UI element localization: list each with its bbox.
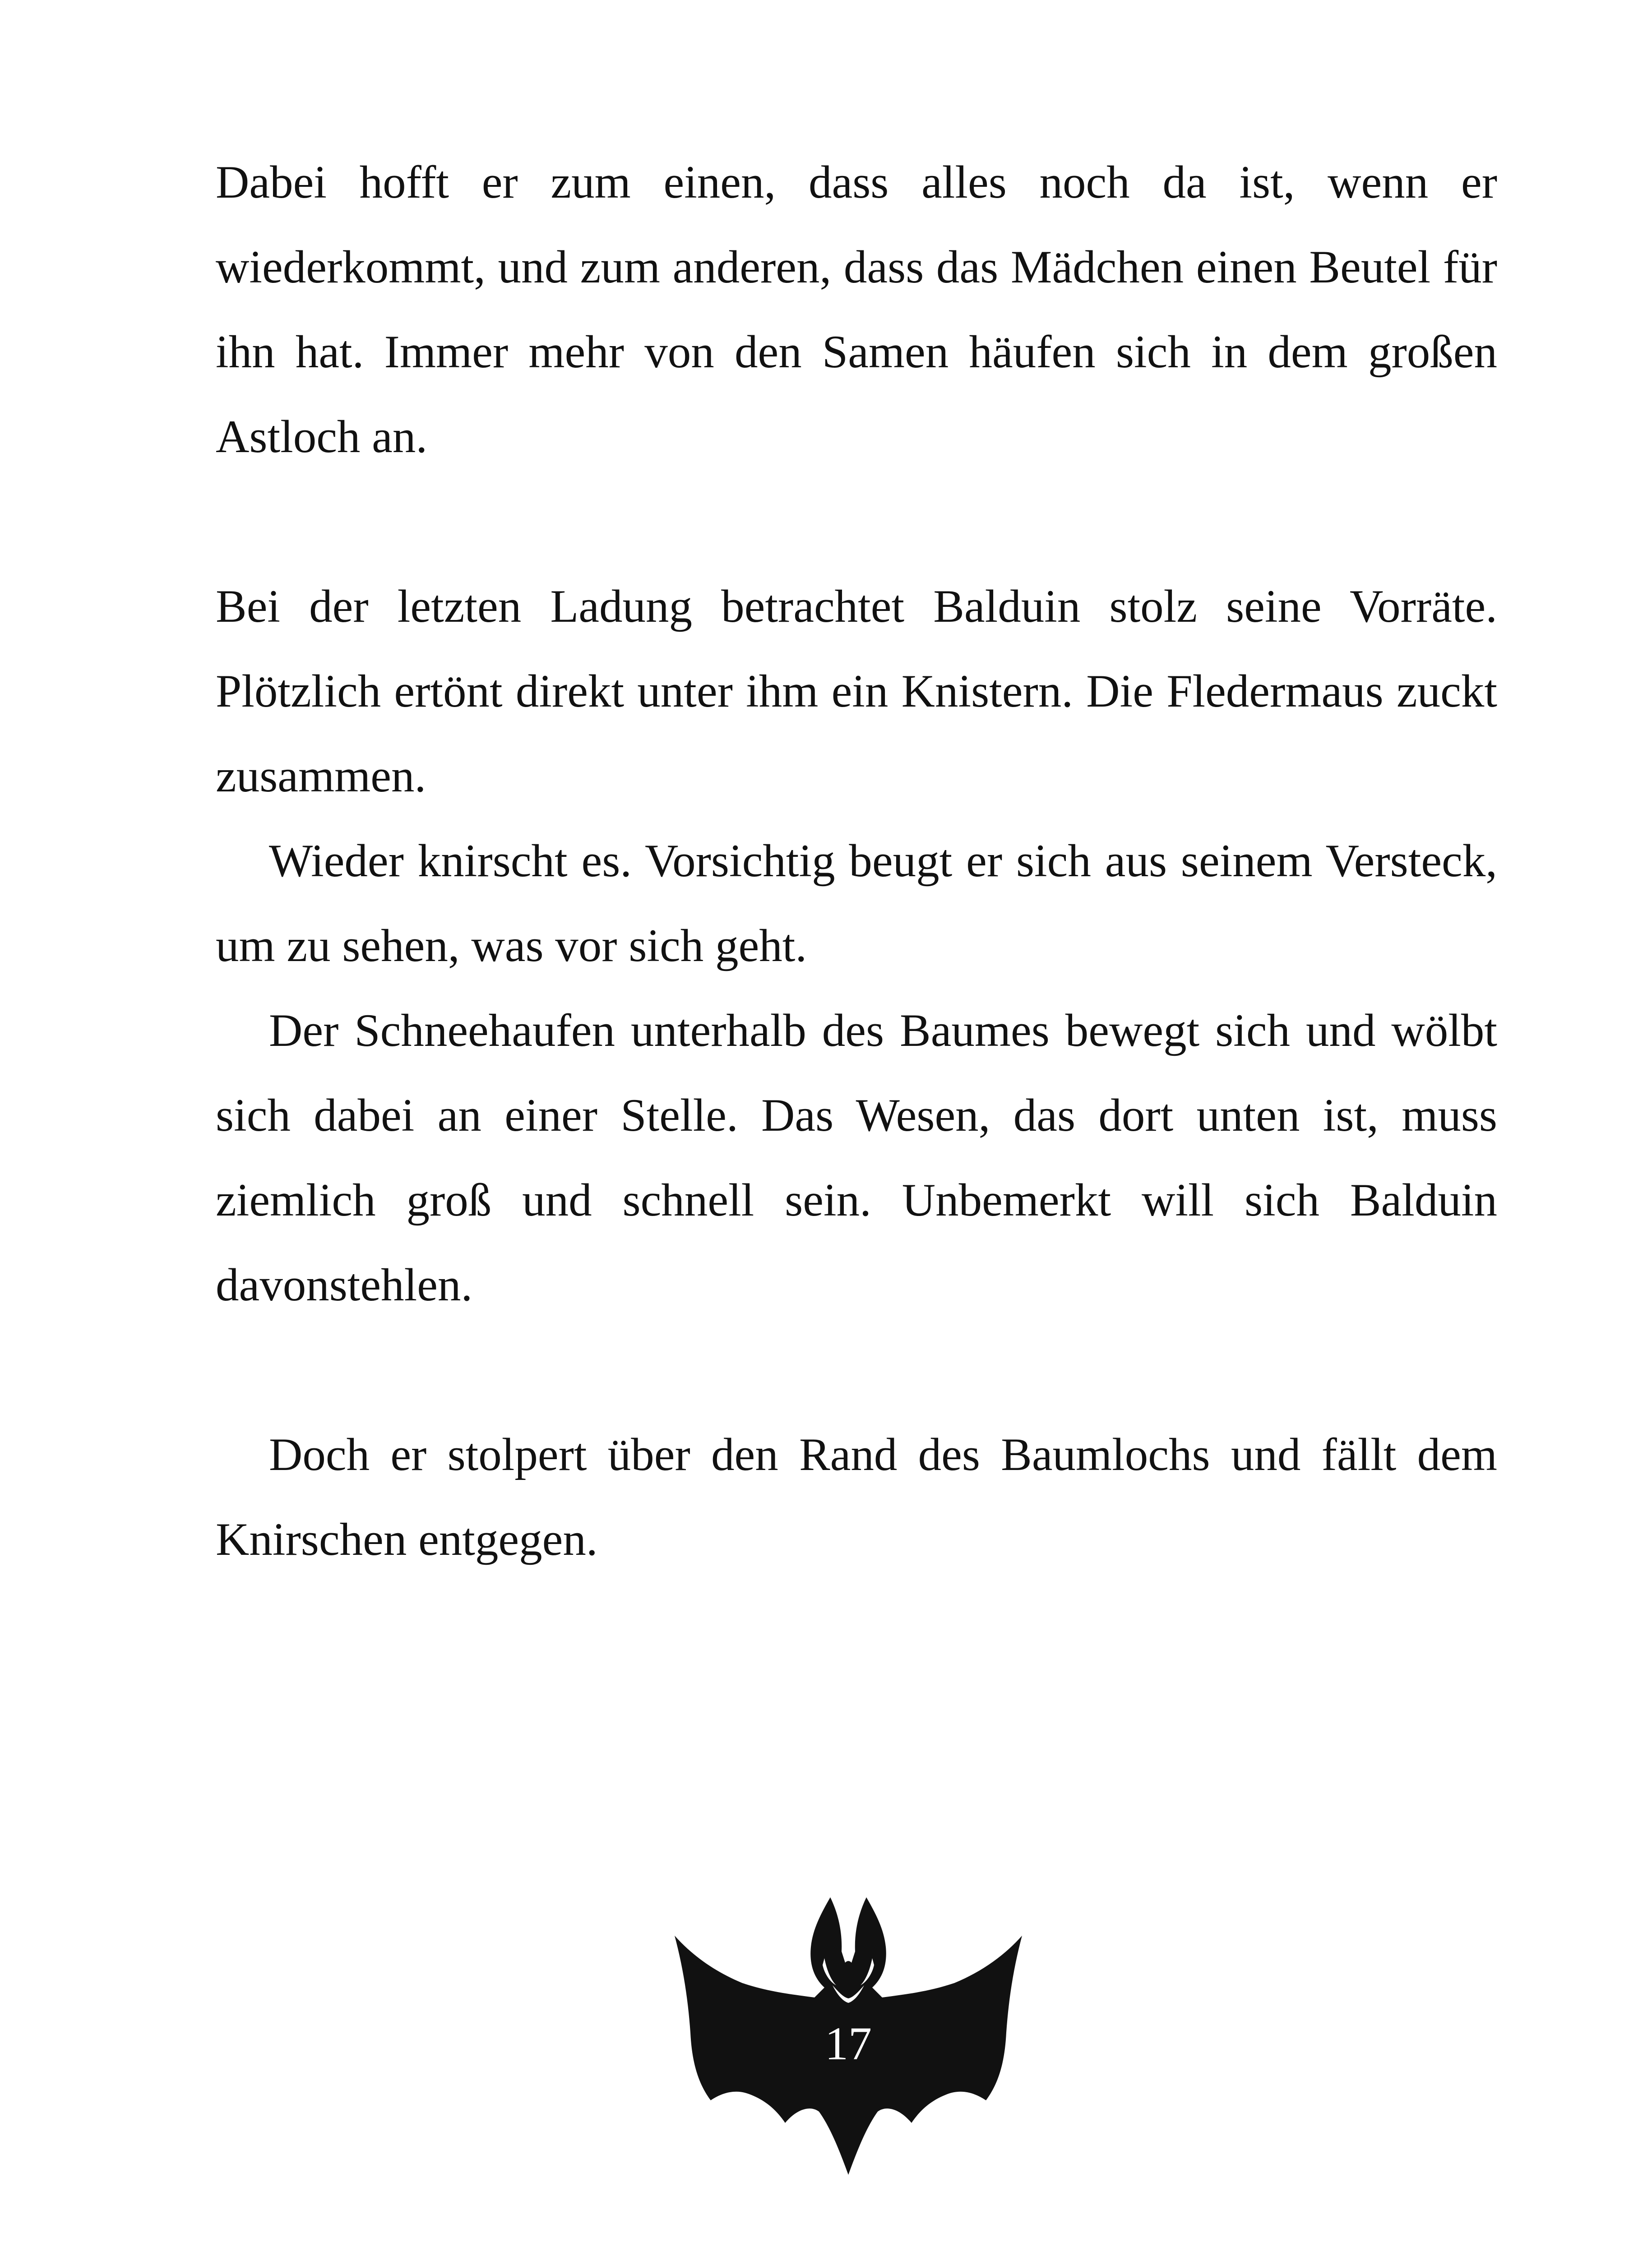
page-number: 17 <box>825 2018 872 2070</box>
paragraph-2: Bei der letzten Ladung betrachtet Balduin stolz seine Vorräte. Plötzlich ertönt direkt unter ihm ein Knistern. Die Fledermaus zuckt zusammen. <box>216 581 1497 802</box>
body-text <box>216 140 1497 1582</box>
paragraph-3: Wieder knirscht es. Vorsichtig beugt er sich aus seinem Versteck, um zu sehen, was vor sich geht. <box>216 835 1497 971</box>
paragraph-5: Doch er stolpert über den Rand des Baumlochs und fällt dem Knirschen entgegen. <box>216 1429 1497 1565</box>
paragraph-1: Dabei hofft er zum einen, dass alles noch da ist, wenn er wiederkommt, und zum anderen, dass das Mädchen einen Beutel für ihn hat. Immer mehr von den Samen häufen sich in dem großen Astloch an. <box>216 157 1497 462</box>
paragraph-4: Der Schneehaufen unterhalb des Baumes bewegt sich und wölbt sich dabei an einer Stelle. Das Wesen, das dort unten ist, muss ziemlich groß und schnell sein. Unbemerkt will sich Balduin davonstehlen. <box>216 1005 1497 1311</box>
